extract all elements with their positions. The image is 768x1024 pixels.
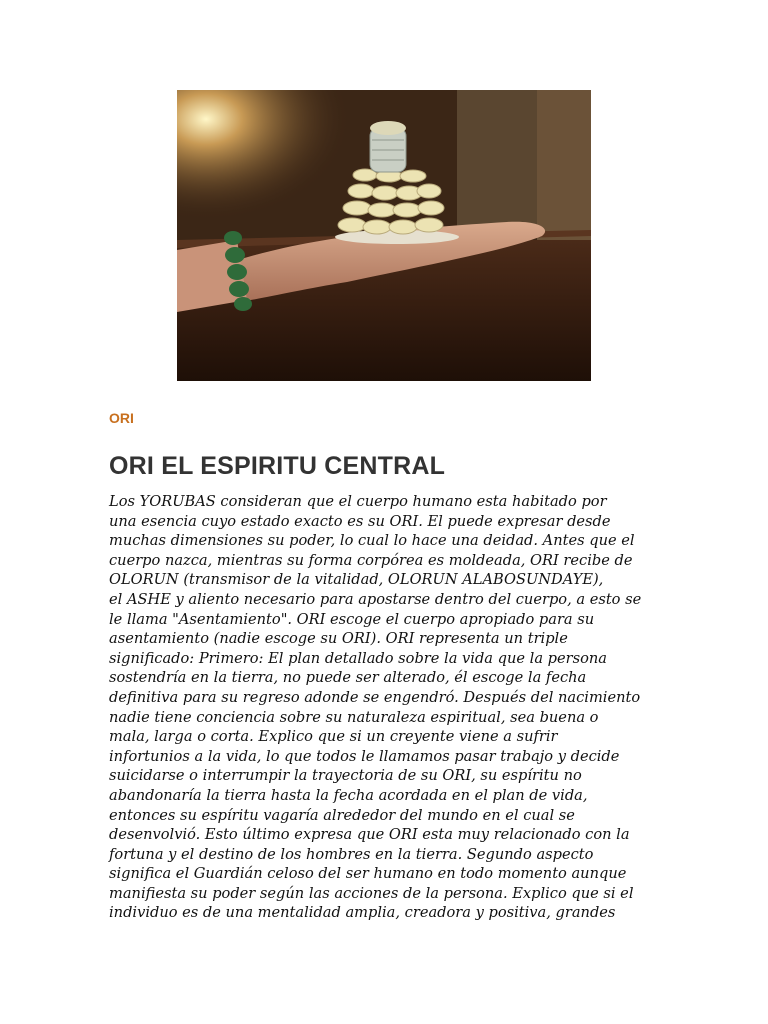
paragraph-line: muchas dimensiones su poder, lo cual lo hace una deidad. Antes que el: [109, 532, 635, 550]
paragraph-line: entonces su espíritu vagaría alrededor del mundo en el cual se: [109, 806, 575, 824]
paragraph-line: fortuna y el destino de los hombres en la tierra. Segundo aspecto: [109, 845, 594, 863]
paragraph-line: significado: Primero: El plan detallado sobre la vida que la persona: [109, 649, 607, 667]
paragraph-line: individuo es de una mentalidad amplia, creadora y positiva, grandes: [109, 904, 616, 922]
paragraph-line: mala, larga o corta. Explico que si un creyente viene a sufrir: [109, 728, 558, 746]
paragraph-line: Los YORUBAS consideran que el cuerpo humano esta habitado por: [109, 493, 607, 510]
section-label: ORI: [109, 410, 134, 426]
paragraph-line: asentamiento (nadie escoge su ORI). ORI representa un triple: [109, 630, 568, 648]
paragraph-line: una esencia cuyo estado exacto es su ORI. El puede expresar desde: [109, 512, 611, 530]
paragraph-line: OLORUN (transmisor de la vitalidad, OLORUN ALABOSUNDAYE),: [109, 571, 604, 589]
paragraph-line: el ASHE y aliento necesario para apostarse dentro del cuerpo, a esto se: [109, 590, 642, 608]
paragraph-line: sostendría en la tierra, no puede ser alterado, él escoge la fecha: [109, 669, 587, 687]
article-paragraph: [109, 492, 669, 923]
paragraph-line: infortunios a la vida, lo que todos le llamamos pasar trabajo y decide: [109, 747, 620, 765]
paragraph-line: cuerpo nazca, mientras su forma corpórea es moldeada, ORI recibe de: [109, 551, 633, 569]
paragraph-line: suicidarse o interrumpir la trayectoria de su ORI, su espíritu no: [109, 767, 582, 785]
paragraph-line: desenvolvió. Esto último expresa que ORI esta muy relacionado con la: [109, 826, 630, 844]
page-title: ORI EL ESPIRITU CENTRAL: [109, 452, 446, 480]
paragraph-line: definitiva para su regreso adonde se engendró. Después del nacimiento: [109, 688, 641, 706]
paragraph-line: abandonaría la tierra hasta la fecha acordada en el plan de vida,: [109, 786, 588, 804]
paragraph-line: significa el Guardián celoso del ser humano en todo momento aunque: [109, 865, 627, 883]
paragraph-line: manifiesta su poder según las acciones de la persona. Explico que si el: [109, 884, 634, 902]
ori-shrine-photo: [177, 90, 591, 381]
paragraph-line: le llama "Asentamiento". ORI escoge el cuerpo apropiado para su: [109, 610, 595, 628]
paragraph-line: nadie tiene conciencia sobre su naturaleza espiritual, sea buena o: [109, 708, 599, 726]
